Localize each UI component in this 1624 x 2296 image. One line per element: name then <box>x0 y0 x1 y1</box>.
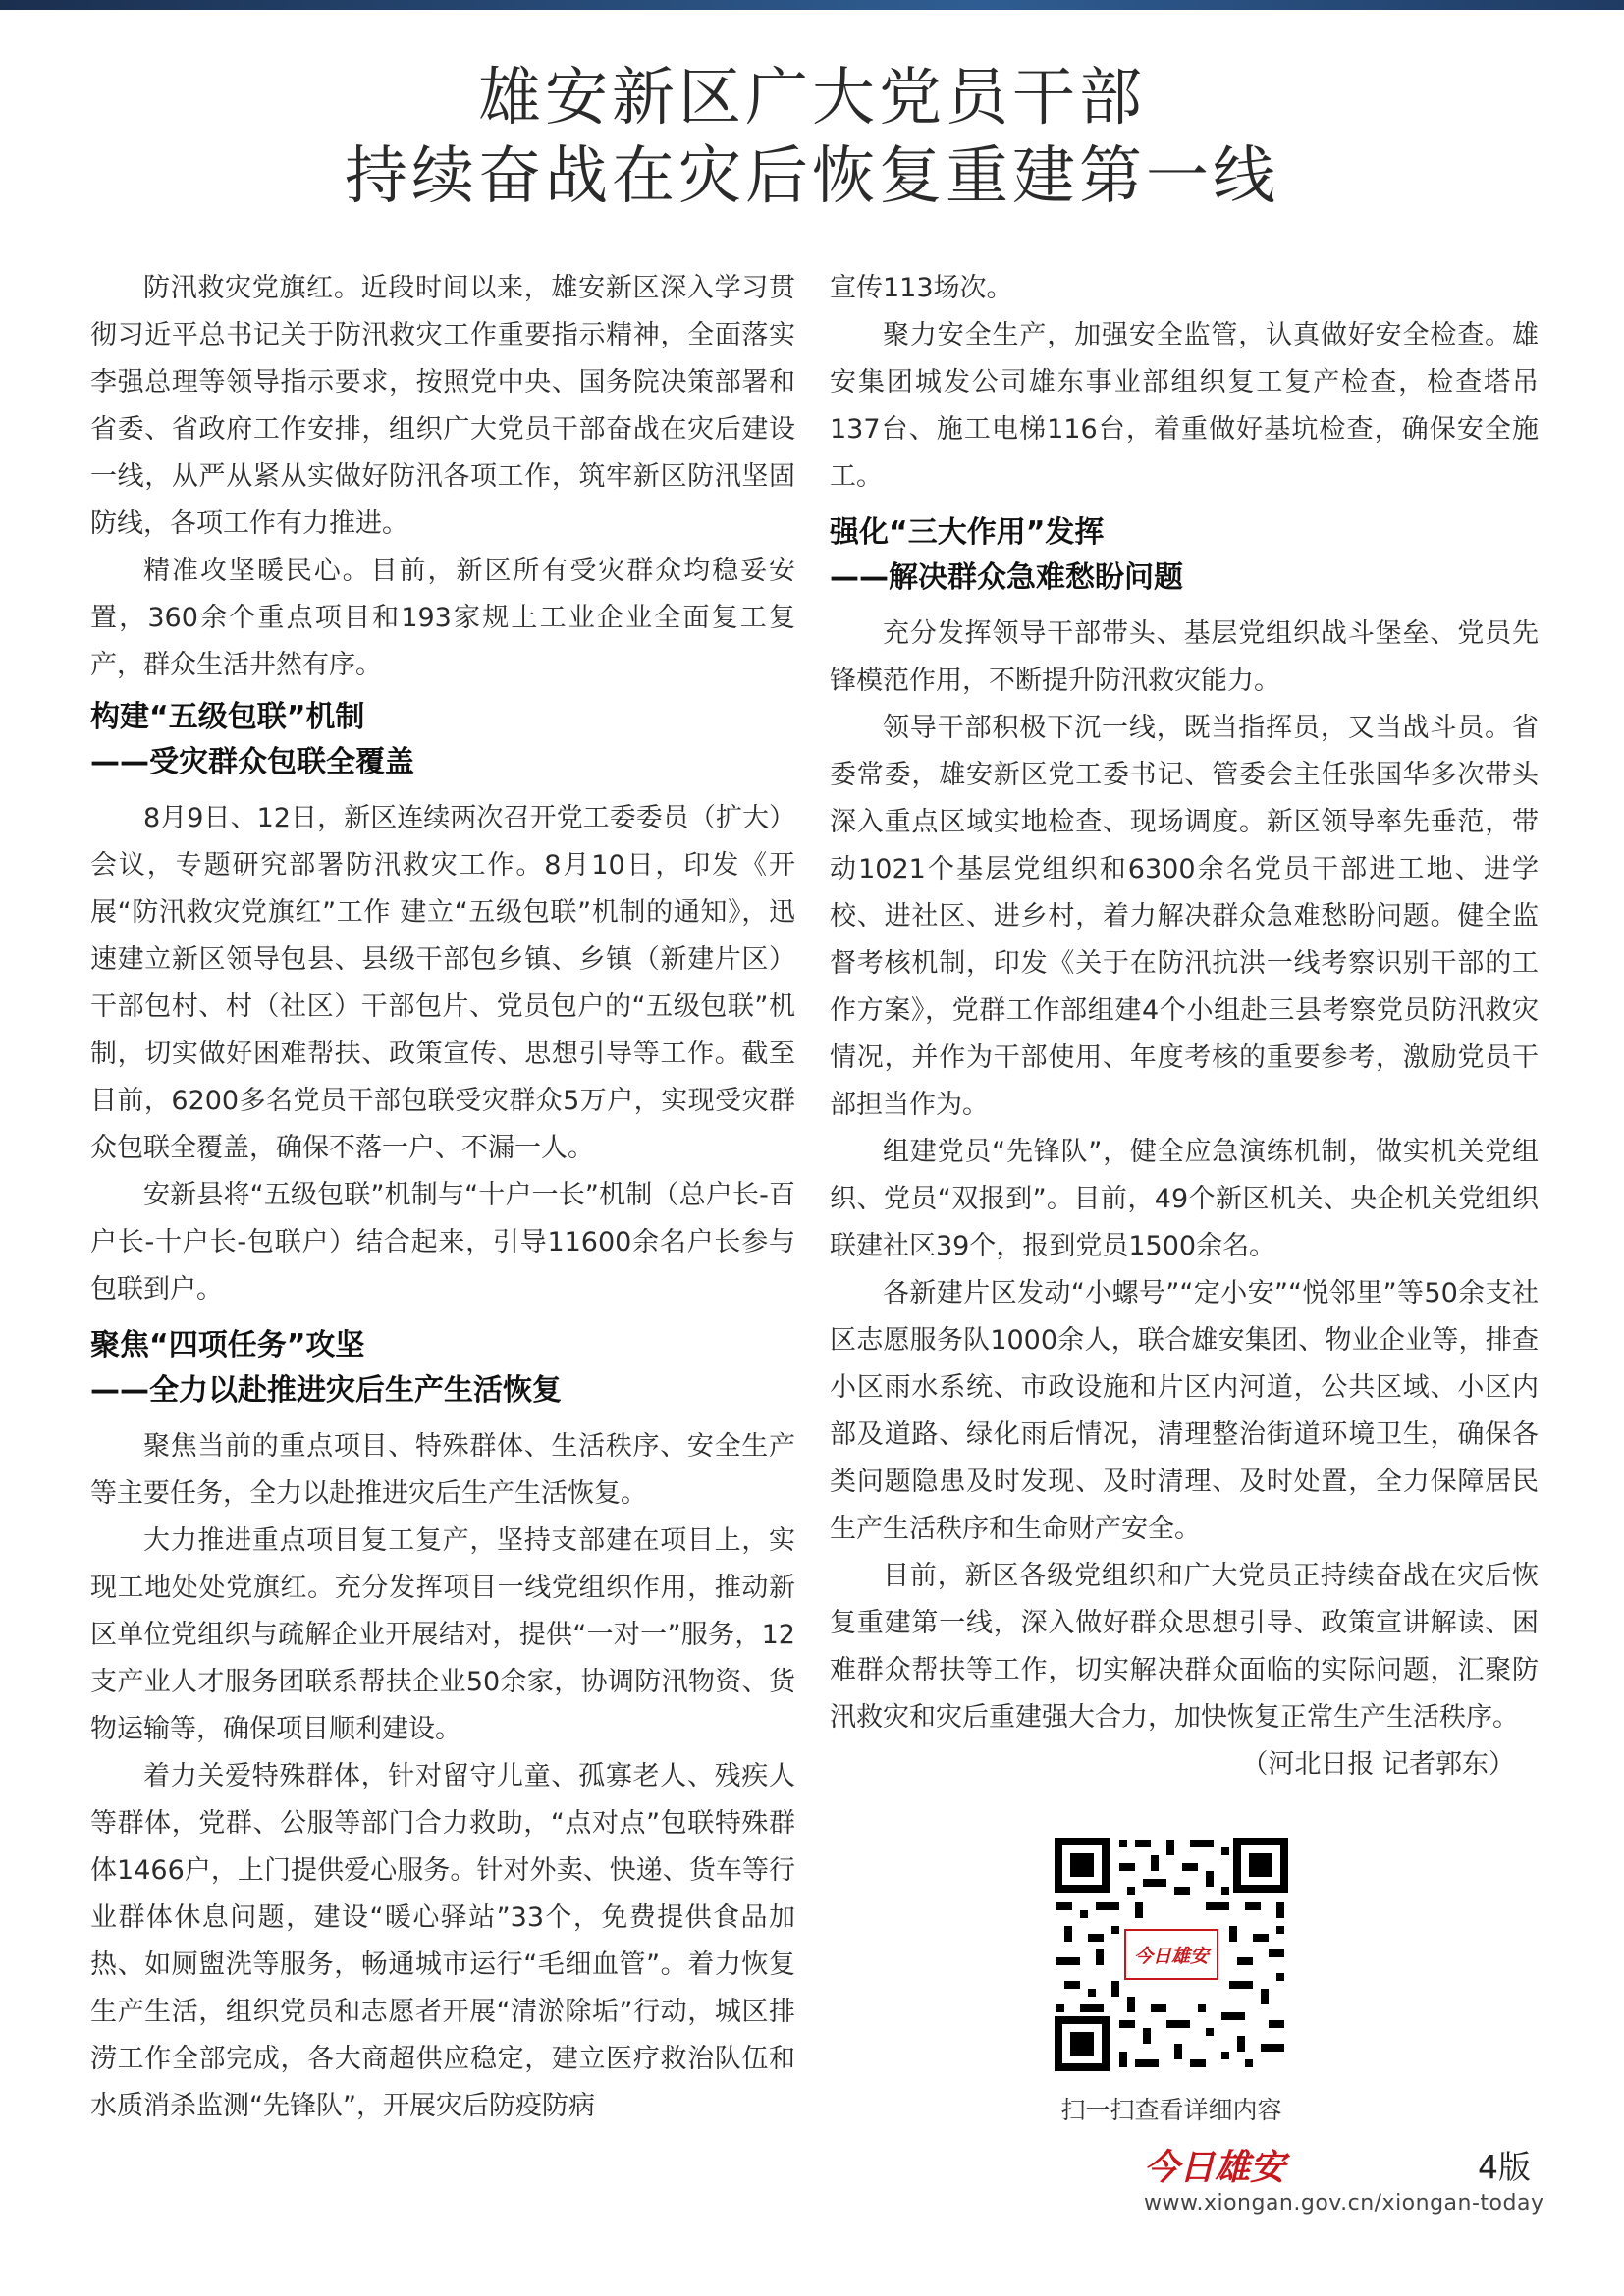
section-heading-title: 构建“五级包联”机制 <box>90 700 365 734</box>
section-heading-subtitle: ——受灾群众包联全覆盖 <box>90 745 414 779</box>
headline-line-2: 持续奋战在灾后恢复重建第一线 <box>345 140 1279 213</box>
section-heading-title: 强化“三大作用”发挥 <box>830 515 1105 550</box>
byline: （河北日报 记者郭东） <box>1241 1749 1515 1780</box>
section-heading-subtitle: ——全力以赴推进灾后生产生活恢复 <box>90 1373 562 1408</box>
qr-code[interactable] <box>1049 1832 1294 2077</box>
paragraph: 安新县将“五级包联”机制与“十户一长”机制（总户长-百户长-十户长-包联户）结合起来，引导11600余名户长参与包联到户。 <box>90 1180 795 1305</box>
paragraph: 精准攻坚暖民心。目前，新区所有受灾群众均稳妥安置，360余个重点项目和193家规上工业企业全面复工复产，群众生活井然有序。 <box>90 556 795 680</box>
top-color-bar <box>0 0 1624 10</box>
brand-logo: 今日雄安 <box>1144 2147 1286 2188</box>
paragraph <box>830 1553 1539 1780</box>
paragraph: 各新建片区发动“小螺号”“定小安”“悦邻里”等50余支社区志愿服务队1000余人，联合雄安集团、物业企业等，排查小区雨水系统、市政设施和片区内河道，公共区域、小区内部及道路、绿化雨后情况，清理整治街道环境卫生，确保各类问题隐患及时发现、及时清理、及时处置，全力保障居民生产生活秩序和生命财产安全。 <box>830 1278 1539 1544</box>
section-heading-four-tasks <box>90 1323 795 1414</box>
paragraph: 大力推进重点项目复工复产，坚持支部建在项目上，实现工地处处党旗红。充分发挥项目一线党组织作用，推动新区单位党组织与疏解企业开展结对，提供“一对一”服务，12支产业人才服务团联系帮扶企业50余家，协调防汛物资、货物运输等，确保项目顺利建设。 <box>90 1525 795 1744</box>
qr-logo-text: 今日雄安 <box>1133 1946 1209 1967</box>
right-column <box>830 265 1539 1789</box>
section-heading-five-level <box>90 695 795 785</box>
left-column <box>90 265 795 2130</box>
closing-text: 目前，新区各级党组织和广大党员正持续奋战在灾后恢复重建第一线，深入做好群众思想引导、政策宣讲解读、困难群众帮扶等工作，切实解决群众面临的实际问题，汇聚防汛救灾和灾后重建强大合力，加快恢复正常生产生活秩序。 <box>830 1561 1539 1733</box>
section-heading-title: 聚焦“四项任务”攻坚 <box>90 1328 365 1362</box>
paragraph: 着力关爱特殊群体，针对留守儿童、孤寡老人、残疾人等群体，党群、公服等部门合力救助，“点对点”包联特殊群体1466户，上门提供爱心服务。针对外卖、快递、货车等行业群体休息问题，建设“暖心驿站”33个，免费提供食品加热、如厕盥洗等服务，畅通城市运行“毛细血管”。着力恢复生产生活，组织党员和志愿者开展“清淤除垢”行动，城区排涝工作全部完成，各大商超供应稳定，建立医疗救治队伍和水质消杀监测“先锋队”，开展灾后防疫防病 <box>90 1761 795 2121</box>
headline-line-1: 雄安新区广大党员干部 <box>478 62 1146 134</box>
paragraph: 充分发挥领导干部带头、基层党组织战斗堡垒、党员先锋模范作用，不断提升防汛救灾能力。 <box>830 618 1539 696</box>
paragraph: 聚焦当前的重点项目、特殊群体、生活秩序、安全生产等主要任务，全力以赴推进灾后生产生活恢复。 <box>90 1431 795 1509</box>
qr-caption: 扫一扫查看详细内容 <box>1060 2096 1282 2124</box>
section-heading-subtitle: ——解决群众急难愁盼问题 <box>830 561 1183 595</box>
paragraph: 聚力安全生产，加强安全监管，认真做好安全检查。雄安集团城发公司雄东事业部组织复工复产检查，检查塔吊137台、施工电梯116台，着重做好基坑检查，确保安全施工。 <box>830 320 1539 492</box>
page-number: 4版 <box>1478 2148 1531 2186</box>
paragraph-continued: 宣传113场次。 <box>830 273 1013 303</box>
paragraph: 防汛救灾党旗红。近段时间以来，雄安新区深入学习贯彻习近平总书记关于防汛救灾工作重要指示精神，全面落实李强总理等领导指示要求，按照党中央、国务院决策部署和省委、省政府工作安排，组织广大党员干部奋战在灾后建设一线，从严从紧从实做好防汛各项工作，筑牢新区防汛坚固防线，各项工作有力推进。 <box>90 273 795 539</box>
section-heading-three-roles <box>830 510 1539 601</box>
paragraph: 8月9日、12日，新区连续两次召开党工委委员（扩大）会议，专题研究部署防汛救灾工作。8月10日，印发《开展“防汛救灾党旗红”工作 建立“五级包联”机制的通知》，迅速建立新区领导包县、县级干部包乡镇、乡镇（新建片区）干部包村、村（社区）干部包片、党员包户的“五级包联”机制，切实做好困难帮扶、政策宣传、思想引导等工作。截至目前，6200多名党员干部包联受灾群众5万户，实现受灾群众包联全覆盖，确保不落一户、不漏一人。 <box>90 803 795 1163</box>
site-url[interactable]: www.xiongan.gov.cn/xiongan-today <box>1144 2191 1544 2216</box>
paragraph: 组建党员“先锋队”，健全应急演练机制，做实机关党组织、党员“双报到”。目前，49个新区机关、央企机关党组织联建社区39个，报到党员1500余名。 <box>830 1137 1539 1261</box>
paragraph: 领导干部积极下沉一线，既当指挥员，又当战斗员。省委常委，雄安新区党工委书记、管委会主任张国华多次带头深入重点区域实地检查、现场调度。新区领导率先垂范，带动1021个基层党组织和6300余名党员干部进工地、进学校、进社区、进乡村，着力解决群众急难愁盼问题。健全监督考核机制，印发《关于在防汛抗洪一线考察识别干部的工作方案》，党群工作部组建4个小组赴三县考察党员防汛救灾情况，并作为干部使用、年度考核的重要参考，激励党员干部担当作为。 <box>830 713 1539 1120</box>
